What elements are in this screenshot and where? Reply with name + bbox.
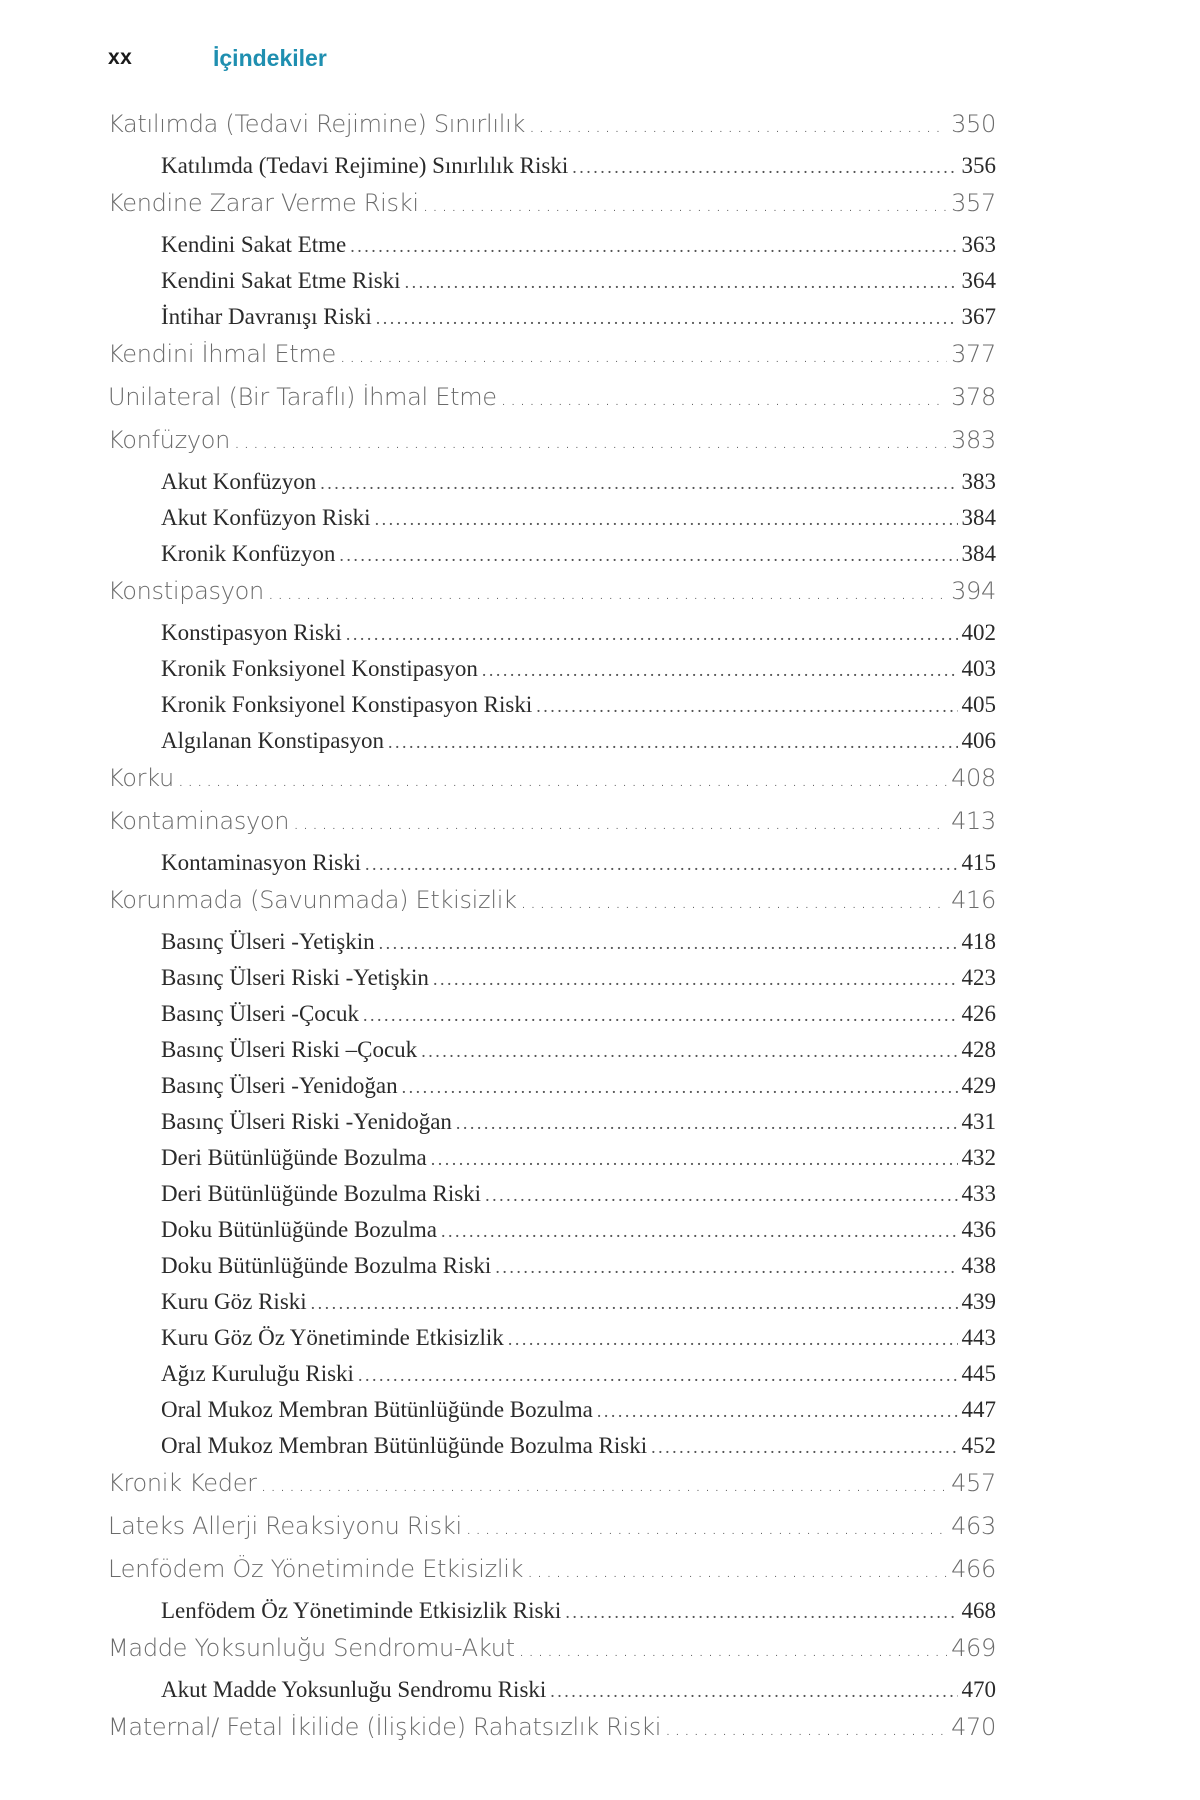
toc-entry-title: Basınç Ülseri Riski -Yenidoğan (161, 1109, 452, 1134)
toc-entry-title: Kontaminasyon Riski (161, 850, 361, 875)
toc-entry-title: Kendini İhmal Etme (108, 340, 336, 368)
dot-leader (485, 1185, 957, 1206)
toc-entry-title: Kuru Göz Riski (161, 1289, 307, 1314)
toc-entry-page-number: 452 (961, 1433, 996, 1458)
toc-entry (108, 1469, 996, 1512)
toc-entry-page-number: 469 (951, 1634, 996, 1662)
toc-entry (108, 383, 996, 426)
toc-subentry (108, 1325, 996, 1361)
dot-leader (346, 624, 958, 645)
toc-entry-title: Basınç Ülseri -Yenidoğan (161, 1073, 398, 1098)
toc-entry-title: Basınç Ülseri -Çocuk (161, 1001, 360, 1026)
toc-entry-page-number: 378 (951, 383, 996, 411)
toc-subentry (108, 153, 996, 189)
toc-entry-title: Basınç Ülseri Riski -Yetişkin (161, 965, 429, 990)
toc-entry-page-number: 431 (961, 1109, 996, 1134)
toc-entry-title: Lateks Allerji Reaksiyonu Riski (108, 1512, 462, 1540)
toc-entry-page-number: 394 (951, 577, 996, 605)
dot-leader (358, 1365, 958, 1386)
toc-entry-title: Maternal/ Fetal İkilide (İlişkide) Rahatsızlık Riski (108, 1713, 662, 1741)
toc-entry-title: Konfüzyon (108, 426, 231, 454)
toc-entry-title: Konstipasyon (108, 577, 264, 605)
toc-subentry (108, 1253, 996, 1289)
toc-entry-page-number: 436 (961, 1217, 996, 1242)
dot-leader (482, 660, 958, 681)
toc-entry-title: Kendini Sakat Etme (161, 232, 347, 257)
toc-entry-title: Korunmada (Savunmada) Etkisizlik (108, 886, 517, 914)
toc-entry (108, 577, 996, 620)
toc-entry-page-number: 470 (961, 1677, 996, 1702)
toc-subentry (108, 929, 996, 965)
toc-entry-page-number: 415 (961, 850, 996, 875)
toc-entry-page-number: 384 (961, 541, 996, 566)
toc-subentry (108, 268, 996, 304)
dot-leader (431, 1149, 958, 1170)
toc-entry-page-number: 426 (961, 1001, 996, 1026)
toc-subentry (108, 469, 996, 505)
toc-entry-title: Unilateral (Bir Taraflı) İhmal Etme (108, 383, 497, 411)
toc-subentry (108, 1677, 996, 1713)
dot-leader (365, 854, 958, 875)
toc-entry-page-number: 428 (961, 1037, 996, 1062)
toc-entry-page-number: 383 (951, 426, 996, 454)
toc-entry-title: Oral Mukoz Membran Bütünlüğünde Bozulma (161, 1397, 593, 1422)
dot-leader (379, 933, 958, 954)
toc-entry-title: Ağız Kuruluğu Riski (161, 1361, 354, 1386)
dot-leader (529, 116, 947, 137)
toc-entry-page-number: 408 (951, 764, 996, 792)
dot-leader (466, 1518, 947, 1539)
toc-entry-page-number: 433 (961, 1181, 996, 1206)
dot-leader (261, 1475, 947, 1496)
toc-entry-page-number: 367 (961, 304, 996, 329)
dot-leader (311, 1293, 958, 1314)
toc-entry-page-number: 403 (961, 656, 996, 681)
dot-leader (402, 1077, 958, 1098)
toc-subentry (108, 1145, 996, 1181)
toc-entry-page-number: 384 (961, 505, 996, 530)
toc-entry-title: Akut Konfüzyon (161, 469, 317, 494)
toc-entry (108, 1634, 996, 1677)
dot-leader (339, 545, 957, 566)
dot-leader (508, 1329, 958, 1350)
toc-entry-page-number: 406 (961, 728, 996, 753)
toc-subentry (108, 232, 996, 268)
toc-entry-title: Lenfödem Öz Yönetiminde Etkisizlik (108, 1555, 524, 1583)
toc-entry-page-number: 418 (961, 929, 996, 954)
toc-entry (108, 426, 996, 469)
toc-entry-title: Deri Bütünlüğünde Bozulma (161, 1145, 427, 1170)
section-title: İçindekiler (213, 44, 327, 71)
toc-entry-page-number: 429 (961, 1073, 996, 1098)
toc-entry-title: Kronik Fonksiyonel Konstipasyon Riski (161, 692, 533, 717)
toc-entry-page-number: 377 (951, 340, 996, 368)
toc-entry-title: Kendine Zarar Verme Riski (108, 189, 419, 217)
toc-entry-page-number: 423 (961, 965, 996, 990)
toc-entry-page-number: 445 (961, 1361, 996, 1386)
toc-entry-title: Oral Mukoz Membran Bütünlüğünde Bozulma Riski (161, 1433, 648, 1458)
dot-leader (423, 195, 947, 216)
toc-subentry (108, 1109, 996, 1145)
toc-subentry (108, 1289, 996, 1325)
dot-leader (375, 509, 958, 530)
dot-leader (521, 892, 947, 913)
toc-entry-page-number: 468 (961, 1598, 996, 1623)
dot-leader (456, 1113, 958, 1134)
dot-leader (421, 1041, 957, 1062)
toc-entry-title: Akut Madde Yoksunluğu Sendromu Riski (161, 1677, 547, 1702)
toc-entry-title: Basınç Ülseri -Yetişkin (161, 929, 375, 954)
toc-entry (108, 807, 996, 850)
dot-leader (441, 1221, 958, 1242)
dot-leader (501, 389, 947, 410)
toc-subentry (108, 304, 996, 340)
toc-entry-page-number: 350 (951, 110, 996, 138)
toc-entry (108, 340, 996, 383)
toc-entry-title: Kendini Sakat Etme Riski (161, 268, 401, 293)
page-number: xx (108, 46, 133, 69)
toc-entry-page-number: 463 (951, 1512, 996, 1540)
toc-entry-page-number: 405 (961, 692, 996, 717)
dot-leader (178, 770, 947, 791)
toc-subentry (108, 1181, 996, 1217)
toc-entry-page-number: 457 (951, 1469, 996, 1497)
toc-entry-page-number: 402 (961, 620, 996, 645)
toc-entry-page-number: 364 (961, 268, 996, 293)
dot-leader (651, 1437, 957, 1458)
toc-entry-page-number: 413 (951, 807, 996, 835)
dot-leader (363, 1005, 957, 1026)
table-of-contents (108, 110, 996, 1756)
toc-entry-title: Doku Bütünlüğünde Bozulma Riski (161, 1253, 492, 1278)
toc-entry (108, 886, 996, 929)
dot-leader (320, 473, 957, 494)
dot-leader (268, 583, 947, 604)
toc-subentry (108, 620, 996, 656)
toc-entry-page-number: 383 (961, 469, 996, 494)
dot-leader (597, 1401, 958, 1422)
toc-entry-title: Kronik Fonksiyonel Konstipasyon (161, 656, 478, 681)
toc-subentry (108, 1397, 996, 1433)
toc-entry-page-number: 466 (951, 1555, 996, 1583)
toc-entry-title: Madde Yoksunluğu Sendromu-Akut (108, 1634, 515, 1662)
toc-entry-title: Kuru Göz Öz Yönetiminde Etkisizlik (161, 1325, 504, 1350)
toc-entry-title: Katılımda (Tedavi Rejimine) Sınırlılık Riski (161, 153, 569, 178)
toc-subentry (108, 1001, 996, 1037)
toc-subentry (108, 1073, 996, 1109)
dot-leader (234, 432, 947, 453)
toc-entry-title: Basınç Ülseri Riski –Çocuk (161, 1037, 418, 1062)
dot-leader (376, 308, 958, 329)
dot-leader (665, 1719, 947, 1740)
toc-entry-title: Konstipasyon Riski (161, 620, 342, 645)
toc-entry-title: Kronik Keder (108, 1469, 257, 1497)
toc-subentry (108, 1598, 996, 1634)
toc-entry-page-number: 438 (961, 1253, 996, 1278)
toc-subentry (108, 728, 996, 764)
dot-leader (550, 1681, 957, 1702)
toc-entry-title: Akut Konfüzyon Riski (161, 505, 371, 530)
toc-entry (108, 1555, 996, 1598)
toc-entry (108, 1713, 996, 1756)
toc-entry-page-number: 356 (961, 153, 996, 178)
toc-entry-title: Kronik Konfüzyon (161, 541, 336, 566)
toc-entry-page-number: 416 (951, 886, 996, 914)
toc-entry-title: Algılanan Konstipasyon (161, 728, 384, 753)
running-header (108, 38, 1000, 78)
dot-leader (388, 732, 958, 753)
toc-subentry (108, 1217, 996, 1253)
toc-subentry (108, 541, 996, 577)
dot-leader (572, 157, 957, 178)
toc-subentry (108, 965, 996, 1001)
toc-entry-page-number: 470 (951, 1713, 996, 1741)
toc-entry-page-number: 357 (951, 189, 996, 217)
toc-subentry (108, 1037, 996, 1073)
dot-leader (350, 236, 957, 257)
dot-leader (293, 813, 947, 834)
toc-subentry (108, 1361, 996, 1397)
dot-leader (340, 346, 947, 367)
toc-entry-title: Korku (108, 764, 174, 792)
toc-entry-page-number: 432 (961, 1145, 996, 1170)
dot-leader (565, 1602, 957, 1623)
toc-entry-title: İntihar Davranışı Riski (161, 304, 372, 329)
toc-entry-title: Deri Bütünlüğünde Bozulma Riski (161, 1181, 482, 1206)
toc-subentry (108, 850, 996, 886)
toc-entry (108, 1512, 996, 1555)
dot-leader (405, 272, 958, 293)
toc-entry-page-number: 443 (961, 1325, 996, 1350)
dot-leader (536, 696, 957, 717)
toc-entry-title: Katılımda (Tedavi Rejimine) Sınırlılık (108, 110, 526, 138)
toc-entry-page-number: 363 (961, 232, 996, 257)
dot-leader (519, 1640, 947, 1661)
toc-entry-title: Kontaminasyon (108, 807, 290, 835)
dot-leader (495, 1257, 957, 1278)
toc-entry (108, 189, 996, 232)
toc-subentry (108, 1433, 996, 1469)
toc-subentry (108, 656, 996, 692)
toc-subentry (108, 692, 996, 728)
toc-entry-title: Lenfödem Öz Yönetiminde Etkisizlik Riski (161, 1598, 562, 1623)
toc-entry-page-number: 439 (961, 1289, 996, 1314)
dot-leader (527, 1561, 947, 1582)
dot-leader (433, 969, 958, 990)
toc-entry (108, 110, 996, 153)
toc-entry-title: Doku Bütünlüğünde Bozulma (161, 1217, 437, 1242)
toc-subentry (108, 505, 996, 541)
toc-entry-page-number: 447 (961, 1397, 996, 1422)
toc-entry (108, 764, 996, 807)
